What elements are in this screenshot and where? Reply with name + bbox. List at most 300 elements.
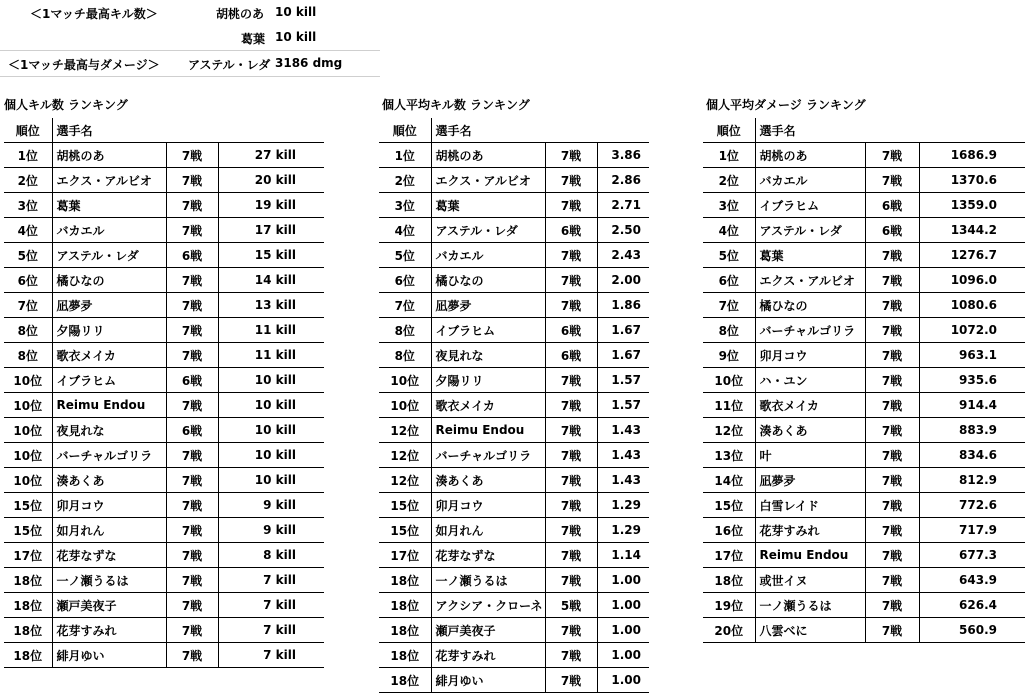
rank-cell: 15位 (379, 518, 431, 543)
table-row (4, 168, 324, 193)
table-row (379, 243, 649, 268)
player-name-cell: 緋月ゆい (52, 643, 166, 668)
value-cell: 1.43 (597, 443, 649, 468)
rank-cell: 2位 (703, 168, 755, 193)
player-name-cell: 或世イヌ (755, 568, 865, 593)
value-cell: 2.43 (597, 243, 649, 268)
games-cell: 7戦 (166, 618, 218, 643)
player-header: 選手名 (759, 123, 796, 138)
value-cell: 834.6 (919, 443, 1025, 468)
rank-cell: 3位 (379, 193, 431, 218)
value-cell: 1686.9 (919, 143, 1025, 168)
games-cell: 7戦 (865, 368, 919, 393)
player-name-cell: バーチャルゴリラ (52, 443, 166, 468)
rank-cell: 9位 (703, 343, 755, 368)
table-row (379, 618, 649, 643)
table-row (379, 268, 649, 293)
games-header (545, 118, 597, 143)
table-row (4, 368, 324, 393)
table-row (703, 168, 1025, 193)
games-cell: 7戦 (166, 443, 218, 468)
rank-cell: 18位 (4, 643, 52, 668)
value-cell: 1359.0 (919, 193, 1025, 218)
table-row (4, 418, 324, 443)
table-row (379, 343, 649, 368)
player-name-cell: 一ノ瀬うるは (755, 593, 865, 618)
player-name-cell: イブラヒム (431, 318, 545, 343)
games-cell: 6戦 (166, 418, 218, 443)
games-cell: 7戦 (865, 468, 919, 493)
player-name-cell: アステル・レダ (431, 218, 545, 243)
player-name-cell: エクス・アルビオ (52, 168, 166, 193)
games-cell: 7戦 (865, 543, 919, 568)
max-kill-name-1: 胡桃のあ (216, 7, 265, 21)
rank-cell: 5位 (379, 243, 431, 268)
table-row (703, 368, 1025, 393)
games-cell: 7戦 (545, 143, 597, 168)
table-row (379, 293, 649, 318)
value-cell: 1080.6 (919, 293, 1025, 318)
rank-cell: 4位 (703, 218, 755, 243)
value-cell: 17 kill (218, 218, 324, 243)
value-cell: 13 kill (218, 293, 324, 318)
player-header: 選手名 (435, 123, 472, 138)
player-name-cell: 卯月コウ (431, 493, 545, 518)
rank-cell: 18位 (4, 618, 52, 643)
games-cell: 7戦 (545, 468, 597, 493)
value-cell: 1072.0 (919, 318, 1025, 343)
records-section (0, 0, 380, 77)
player-name-cell: バーチャルゴリラ (431, 443, 545, 468)
rank-cell: 18位 (379, 568, 431, 593)
table-row (703, 143, 1025, 168)
value-cell: 2.00 (597, 268, 649, 293)
games-cell: 6戦 (545, 218, 597, 243)
value-cell: 7 kill (218, 593, 324, 618)
player-name-cell: 白雪レイド (755, 493, 865, 518)
rank-cell: 15位 (4, 518, 52, 543)
rank-cell: 18位 (379, 593, 431, 618)
player-name-cell: 凪夢夛 (431, 293, 545, 318)
games-cell: 7戦 (545, 193, 597, 218)
table-row (4, 318, 324, 343)
games-cell: 7戦 (545, 243, 597, 268)
player-name-cell: 凪夢夛 (52, 293, 166, 318)
rank-cell: 18位 (379, 618, 431, 643)
games-cell: 7戦 (545, 368, 597, 393)
max-kill-value-1: 10 kill (275, 5, 317, 19)
value-cell: 812.9 (919, 468, 1025, 493)
rank-cell: 7位 (379, 293, 431, 318)
value-cell: 7 kill (218, 568, 324, 593)
value-cell: 1.29 (597, 518, 649, 543)
player-name-cell: 瀬戸美夜子 (52, 593, 166, 618)
rank-cell: 1位 (379, 143, 431, 168)
rank-cell: 19位 (703, 593, 755, 618)
games-cell: 7戦 (865, 168, 919, 193)
player-name-cell: アクシア・クローネ (431, 593, 545, 618)
player-name-cell: バカエル (755, 168, 865, 193)
games-cell: 7戦 (166, 393, 218, 418)
player-name-cell: 歌衣メイカ (755, 393, 865, 418)
rank-cell: 8位 (379, 318, 431, 343)
games-cell: 7戦 (865, 393, 919, 418)
table-row (703, 568, 1025, 593)
rank-cell: 12位 (703, 418, 755, 443)
player-name-cell: バーチャルゴリラ (755, 318, 865, 343)
rank-cell: 6位 (703, 268, 755, 293)
value-cell: 10 kill (218, 443, 324, 468)
player-name-cell: 緋月ゆい (431, 668, 545, 693)
value-cell: 20 kill (218, 168, 324, 193)
table-header-row (703, 118, 1025, 143)
value-cell: 11 kill (218, 343, 324, 368)
games-cell: 6戦 (545, 318, 597, 343)
value-cell: 11 kill (218, 318, 324, 343)
rank-cell: 8位 (4, 343, 52, 368)
rank-cell: 12位 (379, 468, 431, 493)
value-header (597, 118, 649, 143)
games-header (865, 118, 919, 143)
rank-cell: 2位 (4, 168, 52, 193)
games-cell: 7戦 (865, 293, 919, 318)
table-row (4, 593, 324, 618)
games-cell: 7戦 (865, 343, 919, 368)
table-row (379, 643, 649, 668)
games-cell: 7戦 (166, 493, 218, 518)
player-name-cell: アステル・レダ (755, 218, 865, 243)
value-cell: 9 kill (218, 493, 324, 518)
value-cell: 1.57 (597, 393, 649, 418)
table-row (379, 143, 649, 168)
games-cell: 7戦 (166, 343, 218, 368)
games-cell: 7戦 (166, 543, 218, 568)
rank-cell: 12位 (379, 443, 431, 468)
table-row (379, 443, 649, 468)
value-cell: 883.9 (919, 418, 1025, 443)
rank-cell: 12位 (379, 418, 431, 443)
player-name-cell: 湊あくあ (431, 468, 545, 493)
games-cell: 7戦 (865, 568, 919, 593)
max-damage-label: ＜1マッチ最高与ダメージ＞ (8, 58, 160, 72)
rank-cell: 5位 (703, 243, 755, 268)
player-name-cell: 花芽なずな (52, 543, 166, 568)
player-name-cell: イブラヒム (52, 368, 166, 393)
rank-cell: 8位 (703, 318, 755, 343)
value-cell: 717.9 (919, 518, 1025, 543)
max-kill-label: ＜1マッチ最高キル数＞ (30, 7, 158, 21)
avg-damage-ranking-table (703, 118, 1025, 643)
player-name-cell: 花芽すみれ (431, 643, 545, 668)
table-row (703, 468, 1025, 493)
value-cell: 3.86 (597, 143, 649, 168)
table-row (703, 268, 1025, 293)
rank-cell: 16位 (703, 518, 755, 543)
value-cell: 9 kill (218, 518, 324, 543)
player-name-cell: 歌衣メイカ (431, 393, 545, 418)
table-row (4, 268, 324, 293)
max-kill-name-2: 葛葉 (241, 32, 266, 46)
max-damage-name: アステル・レダ (188, 58, 271, 72)
games-cell: 7戦 (545, 293, 597, 318)
table-row (379, 543, 649, 568)
table-row (379, 168, 649, 193)
rank-cell: 8位 (379, 343, 431, 368)
table-header-row (4, 118, 324, 143)
table-row (379, 218, 649, 243)
rank-cell: 7位 (703, 293, 755, 318)
value-cell: 1.00 (597, 643, 649, 668)
rank-cell: 14位 (703, 468, 755, 493)
player-name-cell: 夕陽リリ (52, 318, 166, 343)
table-row (4, 643, 324, 668)
player-name-cell: 花芽なずな (431, 543, 545, 568)
kill-ranking-title: 個人キル数 ランキング (4, 98, 128, 112)
rank-cell: 15位 (4, 493, 52, 518)
table-row (703, 193, 1025, 218)
table-row (379, 468, 649, 493)
table-row (703, 418, 1025, 443)
table-row (703, 243, 1025, 268)
value-cell: 1344.2 (919, 218, 1025, 243)
value-cell: 560.9 (919, 618, 1025, 643)
value-cell: 677.3 (919, 543, 1025, 568)
table-row (4, 518, 324, 543)
table-row (4, 393, 324, 418)
rank-cell: 6位 (4, 268, 52, 293)
games-cell: 7戦 (545, 493, 597, 518)
player-name-cell: 湊あくあ (755, 418, 865, 443)
table-row (379, 668, 649, 693)
rank-cell: 13位 (703, 443, 755, 468)
rank-cell: 18位 (4, 568, 52, 593)
table-row (703, 518, 1025, 543)
rank-cell: 10位 (379, 393, 431, 418)
player-name-cell: 卯月コウ (755, 343, 865, 368)
rank-cell: 7位 (4, 293, 52, 318)
rank-cell: 10位 (703, 368, 755, 393)
table-row (703, 543, 1025, 568)
player-name-cell: 卯月コウ (52, 493, 166, 518)
player-name-cell: 橘ひなの (755, 293, 865, 318)
games-cell: 7戦 (865, 243, 919, 268)
games-cell: 7戦 (865, 493, 919, 518)
games-cell: 7戦 (865, 443, 919, 468)
games-cell: 7戦 (545, 618, 597, 643)
table-row (379, 518, 649, 543)
table-row (703, 443, 1025, 468)
rank-cell: 18位 (379, 643, 431, 668)
max-damage-row (0, 51, 380, 77)
games-cell: 7戦 (545, 643, 597, 668)
table-row (379, 568, 649, 593)
table-row (703, 393, 1025, 418)
table-row (379, 593, 649, 618)
games-cell: 7戦 (166, 518, 218, 543)
games-cell: 7戦 (545, 543, 597, 568)
rank-cell: 6位 (379, 268, 431, 293)
player-name-cell: 凪夢夛 (755, 468, 865, 493)
value-cell: 1.00 (597, 668, 649, 693)
games-cell: 6戦 (545, 343, 597, 368)
games-cell: 7戦 (865, 318, 919, 343)
games-cell: 6戦 (166, 368, 218, 393)
value-cell: 1.00 (597, 593, 649, 618)
games-cell: 7戦 (166, 468, 218, 493)
player-name-cell: 葛葉 (755, 243, 865, 268)
player-name-cell: 如月れん (431, 518, 545, 543)
table-row (4, 218, 324, 243)
rank-cell: 10位 (4, 368, 52, 393)
table-row (4, 443, 324, 468)
player-name-cell: 叶 (755, 443, 865, 468)
player-name-cell: 一ノ瀬うるは (431, 568, 545, 593)
games-cell: 7戦 (545, 268, 597, 293)
table-row (703, 618, 1025, 643)
player-name-cell: 橘ひなの (52, 268, 166, 293)
games-cell: 7戦 (166, 593, 218, 618)
player-name-cell: 葛葉 (431, 193, 545, 218)
player-name-cell: 一ノ瀬うるは (52, 568, 166, 593)
table-row (4, 543, 324, 568)
value-cell: 1.67 (597, 343, 649, 368)
value-cell: 1.00 (597, 568, 649, 593)
rank-cell: 17位 (703, 543, 755, 568)
games-cell: 7戦 (865, 593, 919, 618)
value-cell: 2.86 (597, 168, 649, 193)
value-cell: 1.86 (597, 293, 649, 318)
rank-cell: 4位 (379, 218, 431, 243)
rank-header: 順位 (703, 118, 755, 143)
table-row (4, 468, 324, 493)
rank-cell: 1位 (703, 143, 755, 168)
rank-cell: 17位 (379, 543, 431, 568)
value-cell: 27 kill (218, 143, 324, 168)
games-cell: 6戦 (865, 193, 919, 218)
rank-cell: 20位 (703, 618, 755, 643)
player-name-cell: Reimu Endou (755, 543, 865, 568)
rank-cell: 18位 (4, 593, 52, 618)
games-cell: 7戦 (545, 393, 597, 418)
games-cell: 7戦 (166, 193, 218, 218)
games-cell: 7戦 (865, 618, 919, 643)
player-name-cell: バカエル (431, 243, 545, 268)
player-name-cell: Reimu Endou (431, 418, 545, 443)
value-cell: 643.9 (919, 568, 1025, 593)
table-row (379, 418, 649, 443)
rank-cell: 10位 (4, 393, 52, 418)
value-cell: 10 kill (218, 393, 324, 418)
games-cell: 7戦 (865, 268, 919, 293)
table-row (4, 143, 324, 168)
rank-cell: 15位 (703, 493, 755, 518)
table-row (4, 493, 324, 518)
games-cell: 5戦 (545, 593, 597, 618)
value-cell: 10 kill (218, 418, 324, 443)
games-cell: 7戦 (166, 318, 218, 343)
games-cell: 7戦 (166, 568, 218, 593)
value-cell: 19 kill (218, 193, 324, 218)
rank-cell: 18位 (703, 568, 755, 593)
value-cell: 2.50 (597, 218, 649, 243)
value-cell: 7 kill (218, 618, 324, 643)
table-row (703, 318, 1025, 343)
value-cell: 1.00 (597, 618, 649, 643)
value-cell: 1.57 (597, 368, 649, 393)
player-name-cell: 夕陽リリ (431, 368, 545, 393)
player-name-cell: ハ・ユン (755, 368, 865, 393)
rank-cell: 2位 (379, 168, 431, 193)
max-kill-row-2 (0, 25, 380, 51)
table-row (4, 568, 324, 593)
games-cell: 7戦 (166, 218, 218, 243)
player-name-cell: アステル・レダ (52, 243, 166, 268)
value-cell: 10 kill (218, 368, 324, 393)
rank-cell: 4位 (4, 218, 52, 243)
player-name-cell: 歌衣メイカ (52, 343, 166, 368)
table-row (4, 193, 324, 218)
player-name-cell: 胡桃のあ (431, 143, 545, 168)
table-row (703, 493, 1025, 518)
value-cell: 2.71 (597, 193, 649, 218)
player-name-cell: 湊あくあ (52, 468, 166, 493)
table-row (703, 218, 1025, 243)
player-name-cell: 橘ひなの (431, 268, 545, 293)
games-cell: 7戦 (545, 418, 597, 443)
player-name-cell: 花芽すみれ (52, 618, 166, 643)
avg-kill-ranking-table (379, 118, 649, 693)
value-cell: 1.14 (597, 543, 649, 568)
max-damage-value: 3186 dmg (275, 56, 343, 70)
games-cell: 7戦 (545, 443, 597, 468)
value-cell: 7 kill (218, 643, 324, 668)
player-header: 選手名 (56, 123, 93, 138)
player-name-cell: 葛葉 (52, 193, 166, 218)
player-name-cell: 花芽すみれ (755, 518, 865, 543)
player-name-cell: 八雲べに (755, 618, 865, 643)
table-header-row (379, 118, 649, 143)
table-row (379, 193, 649, 218)
games-cell: 7戦 (865, 418, 919, 443)
value-header (919, 118, 1025, 143)
value-cell: 1096.0 (919, 268, 1025, 293)
rank-cell: 18位 (379, 668, 431, 693)
rank-cell: 3位 (4, 193, 52, 218)
games-cell: 7戦 (865, 143, 919, 168)
player-name-cell: 胡桃のあ (52, 143, 166, 168)
games-cell: 7戦 (545, 568, 597, 593)
player-name-cell: イブラヒム (755, 193, 865, 218)
value-cell: 1.43 (597, 468, 649, 493)
avg-kill-ranking-title: 個人平均キル数 ランキング (382, 98, 530, 112)
games-cell: 7戦 (545, 168, 597, 193)
rank-cell: 1位 (4, 143, 52, 168)
games-cell: 7戦 (166, 143, 218, 168)
value-cell: 1.43 (597, 418, 649, 443)
player-name-cell: エクス・アルビオ (755, 268, 865, 293)
games-cell: 7戦 (545, 518, 597, 543)
table-row (703, 593, 1025, 618)
table-row (379, 318, 649, 343)
rank-cell: 15位 (379, 493, 431, 518)
player-name-cell: 如月れん (52, 518, 166, 543)
rank-cell: 10位 (4, 443, 52, 468)
games-header (166, 118, 218, 143)
games-cell: 6戦 (166, 243, 218, 268)
rank-cell: 10位 (379, 368, 431, 393)
rank-cell: 8位 (4, 318, 52, 343)
value-cell: 14 kill (218, 268, 324, 293)
